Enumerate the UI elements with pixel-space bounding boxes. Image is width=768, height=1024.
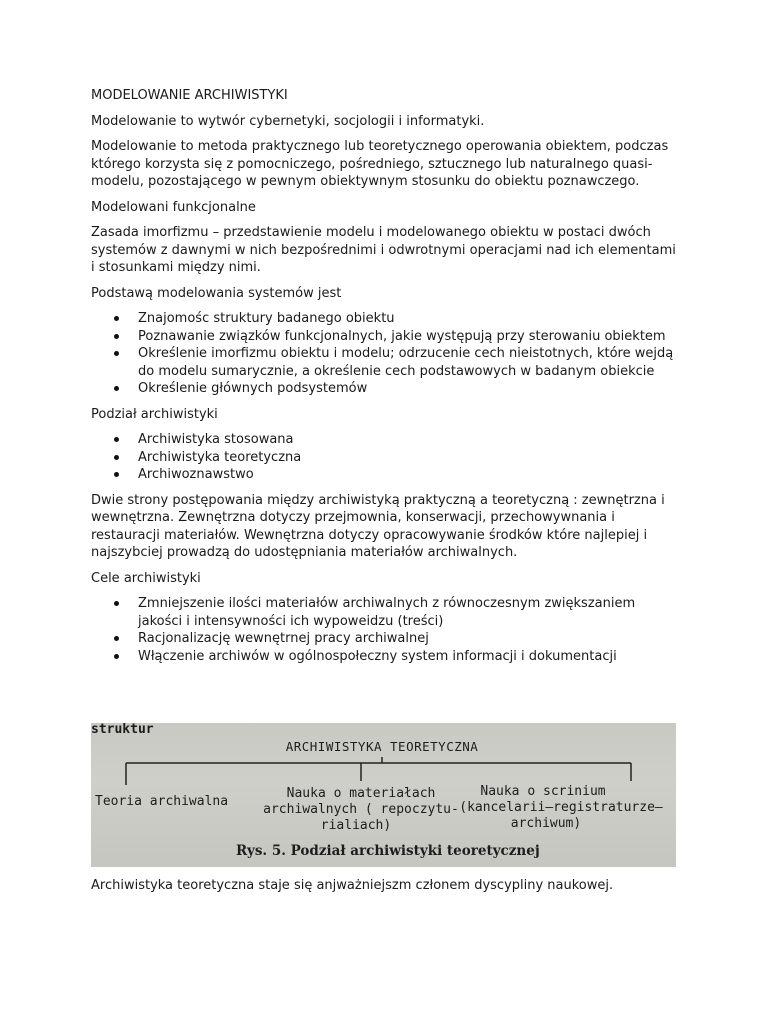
archival-division-list — [91, 431, 681, 484]
list-item: Racjonalizację wewnętrnej pracy archiwalnej — [91, 630, 681, 648]
branch-3-line-3: archiwum) — [510, 816, 582, 831]
diagram-caption: Rys. 5. Podział archiwistyki teoretycznej — [236, 843, 540, 859]
list-item: Archiwistyka teoretyczna — [91, 449, 681, 467]
branch-1-label: Teoria archiwalna — [95, 794, 229, 809]
list-item: Archiwistyka stosowana — [91, 431, 681, 449]
paragraph-5: Podstawą modelowania systemów jest — [91, 285, 342, 301]
paragraph-2: Modelowanie to metoda praktycznego lub teoretycznego operowania obiektem, podczas którego korzysta się z pomocniczego, pośredniego, sztucznego lub naturalnego quasi-modelu, pozostającego w pewnym obiektywnym stosunku do obiektu poznawczego. — [91, 139, 669, 189]
closing-paragraph: Archiwistyka teoretyczna staje się anjważniejszm członem dyscypliny naukowej. — [91, 878, 614, 893]
paragraph-3: Modelowani funkcjonalne — [91, 199, 256, 215]
list-item: Archiwoznawstwo — [91, 466, 681, 484]
branch-3-line-1: Nauka o scrinium — [480, 784, 606, 799]
list-item: Zmniejszenie ilości materiałów archiwalnych z równoczesnym zwiększaniem jakości i intensywności ich wypoweidzu (treści) — [91, 595, 681, 630]
list-item: Określenie imorfizmu obiektu i modelu; odrzucenie cech nieistotnych, które wejdą do modelu sumarycznie, a określenie cech podstawowych w badanym obiekcie — [91, 345, 681, 380]
paragraph-4: Zasada imorfizmu – przedstawienie modelu i modelowanego obiektu w postaci dwóch systemów z dawnymi w nich bezpośrednimi i odwrotnymi operacjami nad ich elementami i stosunkami między nimi. — [91, 225, 676, 275]
branch-2-line-2: archiwalnych ( repoczytu- — [263, 802, 459, 817]
diagram-heading: ARCHIWISTYKA TEORETYCZNA — [285, 739, 479, 754]
list-item: Poznawanie związków funkcjonalnych, jakie występują przy sterowaniu obiektem — [91, 328, 681, 346]
scanned-diagram-image — [91, 723, 676, 867]
paragraph-6: Podział archiwistyki — [91, 406, 218, 422]
list-item: Włączenie archiwów w ogólnospołeczny system informacji i dokumentacji — [91, 648, 681, 666]
document-title: MODELOWANIE ARCHIWISTYKI — [91, 88, 288, 103]
list-item: Znajomośc struktury badanego obiektu — [91, 310, 681, 328]
archival-goals-list — [91, 595, 681, 665]
document-body — [91, 87, 681, 673]
list-item: Określenie głównych podsystemów — [91, 380, 681, 398]
hierarchy-diagram — [91, 723, 676, 867]
figure-top-fragment: struktur — [91, 723, 154, 737]
paragraph-7: Dwie strony postępowania między archiwistyką praktyczną a teoretyczną : zewnętrzna i wewnętrzna. Zewnętrzna dotyczy przejmownia, konserwacji, przechowywnania i restauracji materiałów. Wewnętrzna dotyczy opracowywanie środków które najlepiej i najszybciej prowadzą do udostępniania materiałów archiwalnych. — [91, 492, 665, 560]
modelling-basis-list — [91, 310, 681, 398]
paragraph-1: Modelowanie to wytwór cybernetyki, socjologii i informatyki. — [91, 113, 485, 129]
branch-3-line-2: (kancelarii–registraturze– — [459, 800, 663, 815]
branch-2-line-1: Nauka o materiałach — [286, 786, 436, 801]
branch-2-line-3: rialiach) — [320, 818, 392, 833]
paragraph-8: Cele archiwistyki — [91, 570, 201, 586]
